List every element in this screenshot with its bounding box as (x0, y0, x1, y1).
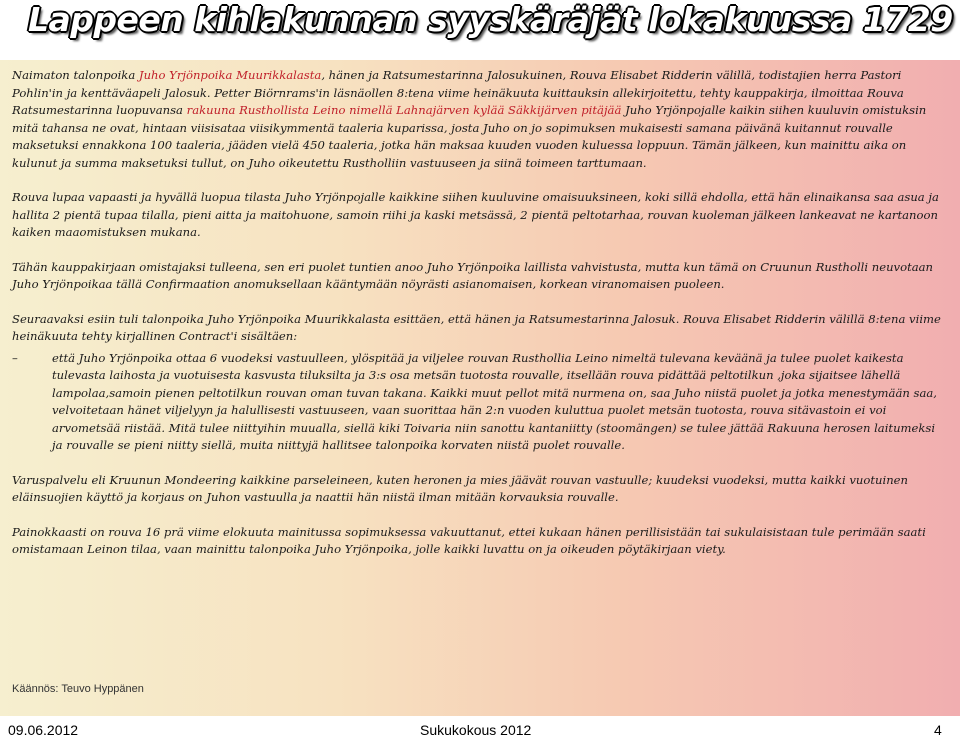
paragraph-6: Painokkaasti on rouva 16 prä viime elokuuta mainitussa sopimuksessa vakuuttanut, ettei kukaan hänen perillisistään tai sukulaisistaan tule perimään saati omistamaan Leinon tilaa, vaan mainittu talonpoika Juho Yrjönpoika, jolle kaikki luvattu on ja oikeuden pöytäkirjaan viety. (12, 524, 926, 556)
document-body (12, 67, 947, 576)
page-title: Lappeen kihlakunnan syyskäräjät lokakuussa 1729 (28, 0, 953, 39)
list-dash: – (12, 350, 18, 365)
paragraph-5: Varuspalvelu eli Kruunun Mondeering kaikkine parseleineen, kuten heronen ja mies jäävät rouvan vastuulle; kuudeksi vuodeksi, mutta kaikki vuotuinen eläinsuojien käyttö ja korjaus on Juhon vastuulla ja naattii hän niistä ilman mitään korvauksia rouvalle. (12, 472, 908, 504)
paragraph-2: Rouva lupaa vapaasti ja hyvällä luopua tilasta Juho Yrjönpojalle kaikkine siihen kuuluvine omaisuuksineen, koki sillä ehdolla, että hän elinaikansa saa asua ja hallita 2 pientä tupaa tilalla, pieni aitta ja maitohuone, samoin riihi ja kaski metsässä, 2 pientä peltotarhaa, rouvan kuoleman jälkeen lankeavat ne kartanoon kaiken maaomistuksen mukana. (12, 190, 939, 239)
highlight-rusthold: rakuuna Rusthollista Leino nimellä Lahnajärven kylää Säkkijärven pitäjää (186, 103, 622, 117)
list-item (12, 350, 947, 455)
paragraph-1-text-a: Naimaton talonpoika (12, 68, 139, 82)
translator-credit: Käännös: Teuvo Hyppänen (12, 683, 144, 695)
paragraph-4: Seuraavaksi esiin tuli talonpoika Juho Yrjönpoika Muurikkalasta esittäen, että hänen ja Ratsumestarinna Jalosuk. Rouva Elisabet Ridderin välillä 8:tena viime heinäkuuta tehty kirjallinen Contract'i sisältäen: (12, 311, 941, 343)
page-number: 4 (934, 722, 942, 738)
list-item-text: että Juho Yrjönpoika ottaa 6 vuodeksi vastuulleen, ylöspitää ja viljelee rouvan Rusthollia Leino nimeltä tulevana keväänä ja tulee puolet kaikesta tulevasta laihosta ja vuotuisesta kasvusta tiluksilta ja 3:s osa metsän tuotosta rouvalle, itsellään rouva pidättää peltotilkun ,joka sijaitsee lähellä lampolaa,samoin pienen peltotilkun rouvan oman tuvan takana. Kaikki muut pellot mitä nurmena on, saa Juho niistä puolet ja jotka menestymään saa, velvoitetaan hänet viljelyyn ja halullisesti vastuuseen, vaan suorittaa hän 2:n vuoden kuluttua puolet metsän tuotosta, rouva sitävastoin ei voi arvometsää riistää. Mitä tulee niittyihin muualla, siellä kiki Toivaria niin sanottu kantaniitty (stoomängen) se tulee jättää Rakuuna herosen laitumeksi ja rouvalle se pieni niitty siellä, muita niittyjä hallitsee talonpoika korvaten niistä puolet rouvalle. (52, 350, 937, 452)
paragraph-3: Tähän kauppakirjaan omistajaksi tulleena, sen eri puolet tuntien anoo Juho Yrjönpoika laillista vahvistusta, mutta kun tämä on Cruunun Rustholli neuvotaan Juho Yrjönpoikaa tällä Confirmaation anomuksellaan kääntymään nöyrästi asianomaisen, korkean viranomaisen puoleen. (12, 259, 934, 291)
footer-date: 09.06.2012 (8, 722, 79, 738)
footer-event: Sukukokous 2012 (420, 722, 532, 738)
paragraph-1 (12, 67, 947, 172)
paragraph-1-text-c: , hänen ja Ratsumestarinna Jalosukuinen, Rouva Elisabet Ridderin välillä, todistajien herra Pastori Pohlin'in ja kenttäväapeli Jalosuk. Petter Biörnrams'in läsnäollen 8:tena viime heinäkuuta kuittauksin allekirjoitettu, tehty kauppakirja, ilmoittaa Rouva Ratsumestarinna luopuvansa (12, 68, 904, 117)
highlight-name: Juho Yrjönpoika Muurikkalasta (138, 68, 322, 82)
paragraph-1-text-e: Juho Yrjönpojalle kaikin siihen kuuluvin omistuksin mitä tahansa ne ovat, hintaan viisisataa viisikymmentä taaleria kuparissa, josta Juho on jo sopimuksen mukaisesti samana päivänä kuitannut rouvalle maksetuksi ennakkona 100 taaleria, jääden vielä 450 taaleria, jotka hän maksaa kuuden vuoden kuluessa loppuun. Tämän jälkeen, kun mainittu aika on kulunut ja summa maksetuksi tullut, on Juho oikeutettu Rustholliin vastuuseen ja siinä toimeen tarttumaan. (12, 103, 927, 170)
